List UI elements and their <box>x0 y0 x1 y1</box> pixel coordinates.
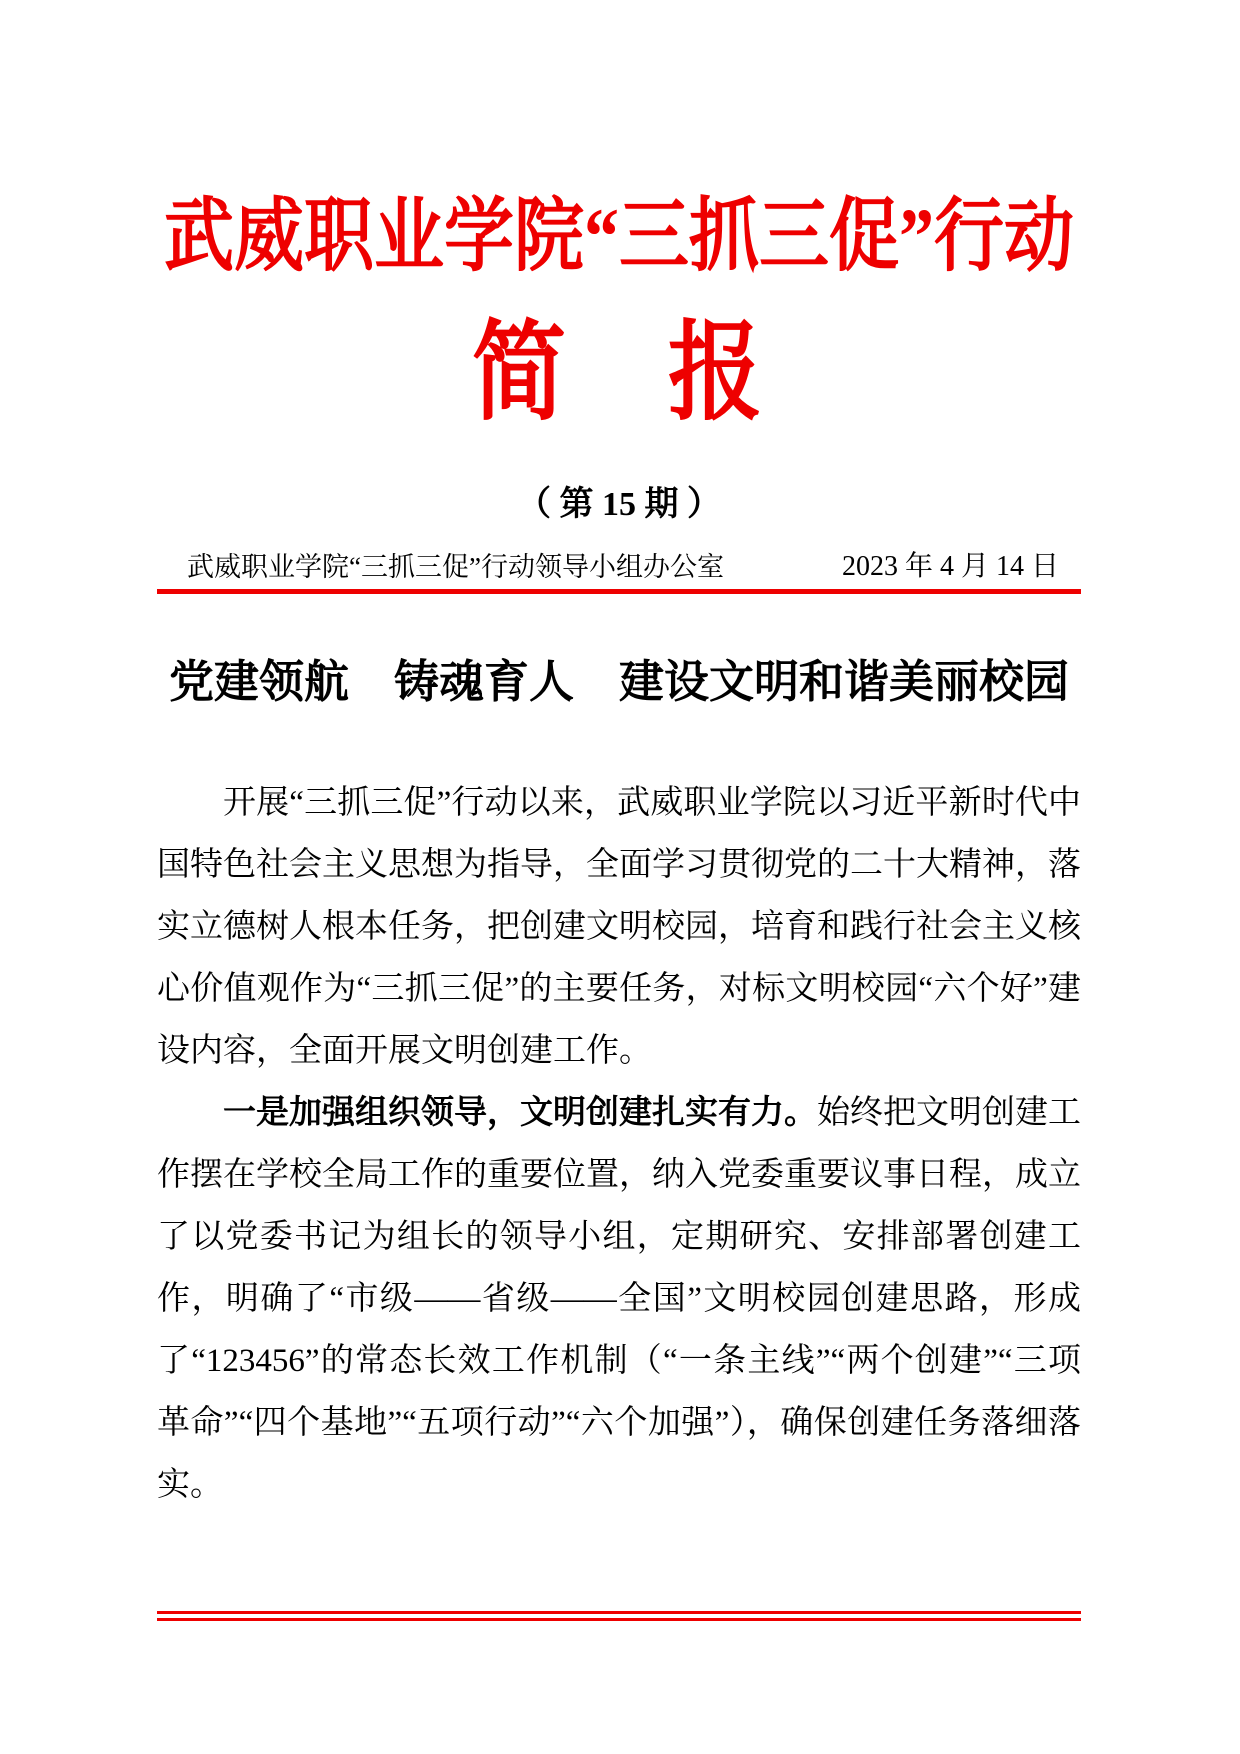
masthead-title-line1: 武威职业学院“三抓三促”行动 <box>164 193 1074 282</box>
paragraph-1 <box>157 772 1081 1082</box>
paragraph-2-lead: 一是加强组织领导，文明创建扎实有力。 <box>223 1095 817 1131</box>
issuing-office: 武威职业学院“三抓三促”行动领导小组办公室 <box>187 552 724 583</box>
issue-date: 2023 年 4 月 14 日 <box>841 551 1059 582</box>
masthead-title-line2: 简 报 <box>471 314 766 434</box>
bulletin-page <box>157 0 1081 1754</box>
paragraph-2-text: 始终把文明创建工作摆在学校全局工作的重要位置，纳入党委重要议事日程，成立了以党委书记为组长的领导小组，定期研究、安排部署创建工作，明确了“市级——省级——全国”文明校园创建思路，形成了“123456”的常态长效工作机制（“一条主线”“两个创建”“三项革命”“四个基地”“五项行动”“六个加强”），确保创建任务落细落实。 <box>157 1095 1081 1503</box>
issue-number: （ 第 15 期 ） <box>517 486 721 523</box>
masthead-divider-rule <box>157 589 1081 594</box>
article-headline: 党建领航 铸魂育人 建设文明和谐美丽校园 <box>168 657 1069 707</box>
paragraph-1-text: 开展“三抓三促”行动以来，武威职业学院以习近平新时代中国特色社会主义思想为指导，全面学习贯彻党的二十大精神，落实立德树人根本任务，把创建文明校园，培育和践行社会主义核心价值观作为“三抓三促”的主要任务，对标文明校园“六个好”建设内容，全面开展文明创建工作。 <box>157 785 1081 1069</box>
article-body <box>157 772 1081 1516</box>
paragraph-2 <box>157 1082 1081 1516</box>
footer-double-rule <box>157 1611 1081 1621</box>
masthead-office-row <box>157 551 1081 583</box>
